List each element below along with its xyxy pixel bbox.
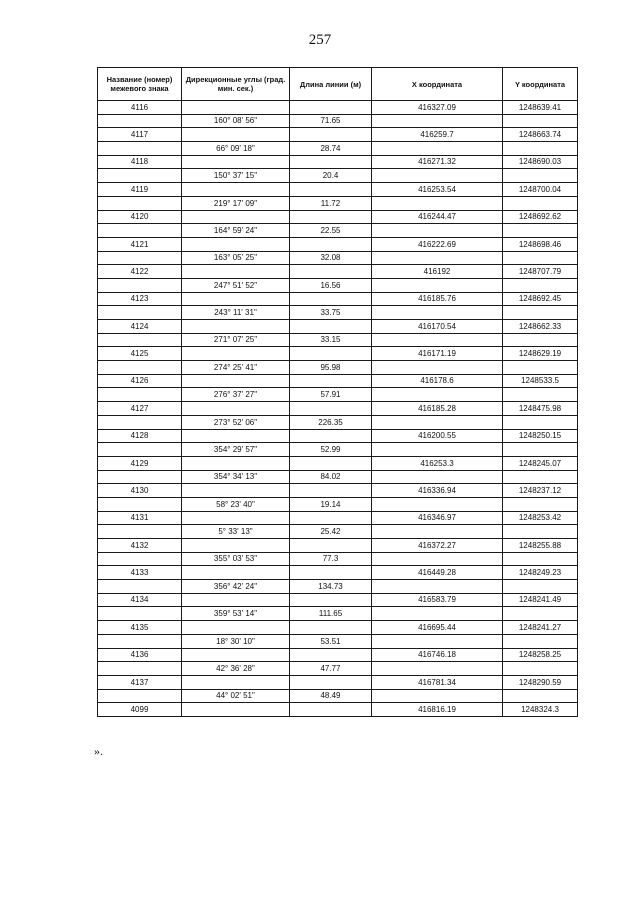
cell-x-coordinate: 416253.3 [372, 456, 503, 470]
cell-mark-name: 4118 [98, 155, 182, 169]
cell-y-coordinate [503, 333, 578, 347]
cell-mark-name [98, 333, 182, 347]
cell-mark-name [98, 689, 182, 703]
cell-line-length: 25.42 [290, 525, 372, 539]
cell-x-coordinate: 416781.34 [372, 675, 503, 689]
cell-bearing [182, 566, 290, 580]
cell-y-coordinate [503, 415, 578, 429]
cell-bearing [182, 374, 290, 388]
cell-x-coordinate: 416200.55 [372, 429, 503, 443]
cell-y-coordinate: 1248692.62 [503, 210, 578, 224]
cell-y-coordinate: 1248253.42 [503, 511, 578, 525]
cell-line-length [290, 484, 372, 498]
table-row [98, 183, 578, 197]
header-mark-name: Название (номер) межевого знака [98, 68, 182, 101]
cell-bearing [182, 429, 290, 443]
cell-line-length [290, 265, 372, 279]
table-row [98, 580, 578, 594]
cell-x-coordinate: 416222.69 [372, 237, 503, 251]
cell-bearing [182, 511, 290, 525]
cell-mark-name [98, 470, 182, 484]
cell-line-length: 111.65 [290, 607, 372, 621]
cell-y-coordinate: 1248707.79 [503, 265, 578, 279]
table-row [98, 402, 578, 416]
cell-mark-name: 4131 [98, 511, 182, 525]
cell-x-coordinate: 416816.19 [372, 703, 503, 717]
cell-mark-name: 4136 [98, 648, 182, 662]
cell-y-coordinate: 1248700.04 [503, 183, 578, 197]
cell-line-length [290, 593, 372, 607]
cell-bearing [182, 210, 290, 224]
cell-bearing: 271° 07' 25" [182, 333, 290, 347]
cell-mark-name: 4133 [98, 566, 182, 580]
cell-y-coordinate [503, 552, 578, 566]
cell-x-coordinate: 416327.09 [372, 101, 503, 115]
cell-y-coordinate [503, 580, 578, 594]
cell-x-coordinate: 416178.6 [372, 374, 503, 388]
cell-x-coordinate: 416372.27 [372, 539, 503, 553]
cell-line-length: 52.99 [290, 443, 372, 457]
cell-y-coordinate [503, 634, 578, 648]
table-body [98, 101, 578, 717]
cell-bearing: 354° 29' 57" [182, 443, 290, 457]
cell-bearing [182, 675, 290, 689]
cell-y-coordinate [503, 196, 578, 210]
cell-y-coordinate: 1248662.33 [503, 320, 578, 334]
cell-bearing: 150° 37' 15" [182, 169, 290, 183]
cell-line-length [290, 429, 372, 443]
cell-mark-name: 4126 [98, 374, 182, 388]
cell-mark-name: 4129 [98, 456, 182, 470]
cell-bearing: 355° 03' 53" [182, 552, 290, 566]
cell-bearing: 219° 17' 09" [182, 196, 290, 210]
cell-y-coordinate: 1248258.25 [503, 648, 578, 662]
cell-bearing: 163° 05' 25" [182, 251, 290, 265]
cell-x-coordinate [372, 470, 503, 484]
cell-y-coordinate [503, 525, 578, 539]
cell-line-length: 16.56 [290, 278, 372, 292]
cell-x-coordinate: 416695.44 [372, 621, 503, 635]
cell-y-coordinate [503, 142, 578, 156]
cell-y-coordinate [503, 497, 578, 511]
cell-y-coordinate: 1248241.49 [503, 593, 578, 607]
cell-line-length: 48.49 [290, 689, 372, 703]
cell-bearing [182, 237, 290, 251]
cell-line-length: 226.35 [290, 415, 372, 429]
cell-bearing [182, 621, 290, 635]
cell-mark-name [98, 224, 182, 238]
table-row [98, 347, 578, 361]
cell-mark-name [98, 306, 182, 320]
table-row [98, 429, 578, 443]
cell-line-length: 95.98 [290, 361, 372, 375]
cell-x-coordinate: 416583.79 [372, 593, 503, 607]
table-row [98, 128, 578, 142]
cell-y-coordinate: 1248698.46 [503, 237, 578, 251]
cell-bearing: 243° 11' 31" [182, 306, 290, 320]
cell-y-coordinate: 1248639.41 [503, 101, 578, 115]
cell-x-coordinate [372, 333, 503, 347]
cell-x-coordinate: 416259.7 [372, 128, 503, 142]
cell-x-coordinate [372, 607, 503, 621]
cell-mark-name [98, 580, 182, 594]
cell-line-length: 57.91 [290, 388, 372, 402]
cell-y-coordinate: 1248255.88 [503, 539, 578, 553]
table-row [98, 634, 578, 648]
cell-x-coordinate [372, 689, 503, 703]
cell-line-length [290, 183, 372, 197]
cell-x-coordinate: 416253.54 [372, 183, 503, 197]
cell-mark-name [98, 142, 182, 156]
table-row [98, 142, 578, 156]
cell-mark-name [98, 114, 182, 128]
cell-bearing [182, 183, 290, 197]
cell-mark-name: 4130 [98, 484, 182, 498]
cell-mark-name: 4099 [98, 703, 182, 717]
cell-mark-name: 4125 [98, 347, 182, 361]
table-row [98, 333, 578, 347]
cell-x-coordinate: 416746.18 [372, 648, 503, 662]
cell-x-coordinate [372, 662, 503, 676]
cell-x-coordinate [372, 196, 503, 210]
cell-y-coordinate [503, 169, 578, 183]
cell-line-length: 33.75 [290, 306, 372, 320]
cell-bearing: 42° 36' 28" [182, 662, 290, 676]
cell-line-length [290, 402, 372, 416]
cell-y-coordinate: 1248249.23 [503, 566, 578, 580]
cell-mark-name [98, 525, 182, 539]
cell-bearing: 359° 53' 14" [182, 607, 290, 621]
cell-y-coordinate: 1248475.98 [503, 402, 578, 416]
cell-line-length [290, 703, 372, 717]
cell-line-length [290, 621, 372, 635]
cell-bearing [182, 456, 290, 470]
cell-line-length: 32.08 [290, 251, 372, 265]
table-row [98, 374, 578, 388]
cell-y-coordinate: 1248629.19 [503, 347, 578, 361]
cell-line-length [290, 101, 372, 115]
cell-mark-name [98, 388, 182, 402]
table-row [98, 511, 578, 525]
cell-mark-name [98, 497, 182, 511]
cell-y-coordinate: 1248290.59 [503, 675, 578, 689]
cell-x-coordinate [372, 306, 503, 320]
cell-bearing: 66° 09' 18" [182, 142, 290, 156]
header-line-length: Длина линии (м) [290, 68, 372, 101]
cell-line-length [290, 511, 372, 525]
table-row [98, 251, 578, 265]
cell-y-coordinate [503, 361, 578, 375]
cell-mark-name: 4137 [98, 675, 182, 689]
cell-y-coordinate: 1248324.3 [503, 703, 578, 717]
cell-bearing [182, 320, 290, 334]
cell-line-length [290, 210, 372, 224]
cell-x-coordinate [372, 634, 503, 648]
cell-bearing: 160° 08' 56" [182, 114, 290, 128]
cell-y-coordinate [503, 443, 578, 457]
cell-mark-name: 4135 [98, 621, 182, 635]
cell-mark-name: 4123 [98, 292, 182, 306]
cell-y-coordinate: 1248245.07 [503, 456, 578, 470]
header-x-coordinate: X координата [372, 68, 503, 101]
cell-y-coordinate [503, 306, 578, 320]
cell-mark-name [98, 443, 182, 457]
table-row [98, 470, 578, 484]
cell-bearing: 247° 51' 52" [182, 278, 290, 292]
table-row [98, 566, 578, 580]
cell-bearing [182, 128, 290, 142]
cell-bearing [182, 292, 290, 306]
cell-x-coordinate: 416192 [372, 265, 503, 279]
table-row [98, 648, 578, 662]
cell-line-length [290, 566, 372, 580]
cell-line-length: 77.3 [290, 552, 372, 566]
cell-mark-name: 4119 [98, 183, 182, 197]
cell-x-coordinate [372, 361, 503, 375]
table-row [98, 415, 578, 429]
cell-line-length [290, 675, 372, 689]
table-row [98, 607, 578, 621]
cell-y-coordinate: 1248692.45 [503, 292, 578, 306]
cell-x-coordinate: 416271.32 [372, 155, 503, 169]
cell-line-length: 53.51 [290, 634, 372, 648]
cell-y-coordinate: 1248690.03 [503, 155, 578, 169]
cell-mark-name [98, 552, 182, 566]
cell-bearing: 274° 25' 41" [182, 361, 290, 375]
cell-bearing: 354° 34' 13" [182, 470, 290, 484]
cell-x-coordinate [372, 251, 503, 265]
cell-bearing [182, 347, 290, 361]
cell-bearing: 356° 42' 24" [182, 580, 290, 594]
cell-x-coordinate [372, 525, 503, 539]
cell-mark-name: 4124 [98, 320, 182, 334]
header-y-coordinate: Y координата [503, 68, 578, 101]
cell-y-coordinate [503, 689, 578, 703]
cell-bearing: 18° 30' 10" [182, 634, 290, 648]
table-row [98, 552, 578, 566]
cell-mark-name: 4132 [98, 539, 182, 553]
table-row [98, 320, 578, 334]
header-bearing: Дирекционные углы (град. мин. сек.) [182, 68, 290, 101]
cell-line-length: 22.55 [290, 224, 372, 238]
table-row [98, 278, 578, 292]
cell-line-length [290, 374, 372, 388]
cell-bearing: 5° 33' 13" [182, 525, 290, 539]
cell-line-length: 47.77 [290, 662, 372, 676]
table-row [98, 361, 578, 375]
table-row [98, 621, 578, 635]
table-row [98, 525, 578, 539]
cell-x-coordinate: 416170.54 [372, 320, 503, 334]
cell-bearing [182, 155, 290, 169]
cell-y-coordinate: 1248533.5 [503, 374, 578, 388]
cell-y-coordinate [503, 607, 578, 621]
cell-bearing [182, 539, 290, 553]
table-row [98, 703, 578, 717]
cell-bearing: 273° 52' 06" [182, 415, 290, 429]
cell-mark-name: 4122 [98, 265, 182, 279]
cell-line-length: 33.15 [290, 333, 372, 347]
table-row [98, 224, 578, 238]
cell-line-length [290, 237, 372, 251]
cell-bearing [182, 101, 290, 115]
table-row [98, 265, 578, 279]
cell-line-length [290, 292, 372, 306]
cell-mark-name [98, 196, 182, 210]
cell-y-coordinate [503, 251, 578, 265]
cell-y-coordinate: 1248241.27 [503, 621, 578, 635]
cell-x-coordinate: 416346.97 [372, 511, 503, 525]
cell-mark-name [98, 251, 182, 265]
cell-y-coordinate [503, 388, 578, 402]
cell-mark-name [98, 169, 182, 183]
cell-bearing [182, 402, 290, 416]
cell-mark-name [98, 634, 182, 648]
cell-y-coordinate [503, 662, 578, 676]
cell-line-length [290, 347, 372, 361]
cell-x-coordinate [372, 580, 503, 594]
table-row [98, 101, 578, 115]
cell-x-coordinate: 416244.47 [372, 210, 503, 224]
cell-x-coordinate: 416171.19 [372, 347, 503, 361]
cell-line-length [290, 320, 372, 334]
table-row [98, 169, 578, 183]
cell-x-coordinate [372, 497, 503, 511]
cell-line-length: 11.72 [290, 196, 372, 210]
cell-line-length: 20.4 [290, 169, 372, 183]
cell-mark-name: 4127 [98, 402, 182, 416]
cell-line-length [290, 648, 372, 662]
cell-mark-name [98, 607, 182, 621]
cell-x-coordinate [372, 142, 503, 156]
cell-bearing: 58° 23' 40" [182, 497, 290, 511]
cell-bearing [182, 648, 290, 662]
cell-x-coordinate [372, 415, 503, 429]
cell-y-coordinate [503, 114, 578, 128]
table-row [98, 497, 578, 511]
cell-y-coordinate: 1248237.12 [503, 484, 578, 498]
cell-bearing [182, 484, 290, 498]
table-row [98, 675, 578, 689]
table-row [98, 662, 578, 676]
cell-line-length [290, 456, 372, 470]
table-header-row [98, 68, 578, 101]
cell-mark-name: 4120 [98, 210, 182, 224]
cell-bearing: 44° 02' 51" [182, 689, 290, 703]
cell-x-coordinate [372, 114, 503, 128]
table-row [98, 689, 578, 703]
table-row [98, 306, 578, 320]
cell-line-length [290, 539, 372, 553]
cell-mark-name: 4121 [98, 237, 182, 251]
cell-x-coordinate: 416185.76 [372, 292, 503, 306]
cell-line-length: 134.73 [290, 580, 372, 594]
boundary-marks-table [97, 67, 578, 717]
cell-x-coordinate [372, 552, 503, 566]
table-row [98, 155, 578, 169]
cell-mark-name: 4134 [98, 593, 182, 607]
cell-y-coordinate [503, 224, 578, 238]
table-row [98, 443, 578, 457]
cell-x-coordinate: 416185.28 [372, 402, 503, 416]
cell-x-coordinate: 416449.28 [372, 566, 503, 580]
cell-mark-name [98, 662, 182, 676]
cell-bearing [182, 265, 290, 279]
cell-line-length [290, 128, 372, 142]
table-row [98, 539, 578, 553]
table-row [98, 388, 578, 402]
cell-mark-name [98, 361, 182, 375]
table-row [98, 456, 578, 470]
cell-mark-name [98, 415, 182, 429]
cell-mark-name: 4116 [98, 101, 182, 115]
cell-x-coordinate [372, 388, 503, 402]
cell-bearing: 276° 37' 27" [182, 388, 290, 402]
cell-x-coordinate [372, 224, 503, 238]
cell-x-coordinate [372, 443, 503, 457]
cell-mark-name: 4128 [98, 429, 182, 443]
cell-line-length: 19.14 [290, 497, 372, 511]
closing-quote-mark: ». [94, 744, 103, 758]
cell-line-length: 84.02 [290, 470, 372, 484]
cell-x-coordinate [372, 278, 503, 292]
cell-line-length: 71.65 [290, 114, 372, 128]
table-row [98, 114, 578, 128]
cell-x-coordinate [372, 169, 503, 183]
cell-mark-name [98, 278, 182, 292]
table-row [98, 593, 578, 607]
cell-bearing: 164° 59' 24" [182, 224, 290, 238]
cell-bearing [182, 703, 290, 717]
table-row [98, 196, 578, 210]
table-row [98, 484, 578, 498]
cell-y-coordinate [503, 278, 578, 292]
cell-y-coordinate: 1248663.74 [503, 128, 578, 142]
table-row [98, 292, 578, 306]
table-row [98, 210, 578, 224]
cell-bearing [182, 593, 290, 607]
page-number: 257 [308, 32, 332, 48]
cell-x-coordinate: 416336.94 [372, 484, 503, 498]
cell-y-coordinate: 1248250.15 [503, 429, 578, 443]
table-row [98, 237, 578, 251]
cell-mark-name: 4117 [98, 128, 182, 142]
cell-line-length [290, 155, 372, 169]
cell-y-coordinate [503, 470, 578, 484]
cell-line-length: 28.74 [290, 142, 372, 156]
